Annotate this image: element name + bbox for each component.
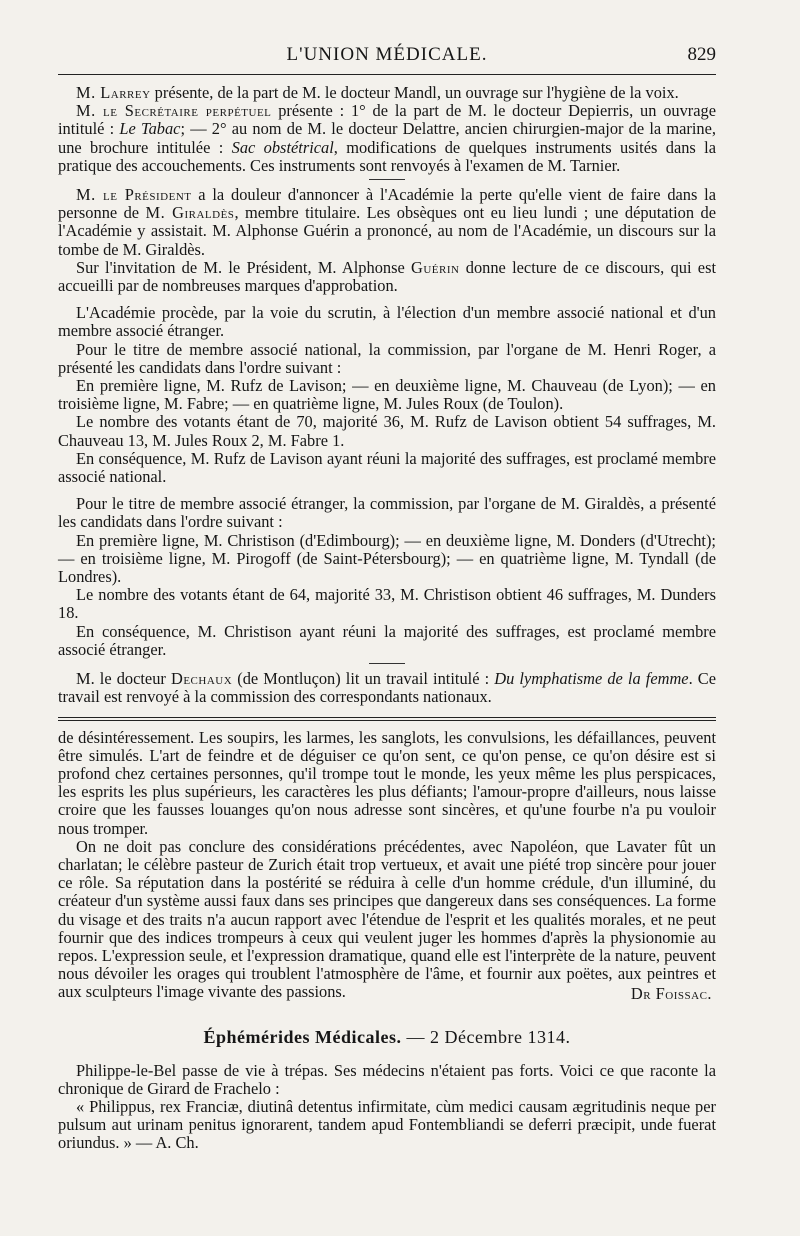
ephemerides-heading <box>58 1027 716 1048</box>
ephemerides-paragraph-1: Philippe-le-Bel passe de vie à trépas. Ses médecins n'étaient pas forts. Voici ce que raconte la chronique de Girard de Frachelo : <box>58 1060 716 1098</box>
ephemerides-quote: « Philippus, rex Franciæ, diutinâ detentus infirmitate, cùm medici causam ægritudinis neque per pulsum aut urinam penitus ignorarent, tandem apud Fontembliandi se deferri præcipit, unde fuerat oriundus. » — A. Ch. <box>58 1096 716 1153</box>
president-text-1: a la douleur d'annoncer à l'Académie la perte qu'elle vient de faire dans la personne de <box>58 185 716 223</box>
national-candidates: Pour le titre de membre associé national, la commission, par l'organe de M. Henri Roger, a présenté les candidats dans l'ordre suivant : <box>58 339 716 377</box>
guerin-text-1: Sur l'invitation de M. le Président, M. Alphonse <box>76 257 412 277</box>
ephemerides-date: — 2 Décembre 1314. <box>401 1026 571 1047</box>
page-number: 829 <box>687 44 716 65</box>
dechaux-text-1: M. le docteur <box>76 669 171 689</box>
page-header <box>58 0 716 66</box>
etranger-candidates: Pour le titre de membre associé étranger, la commission, par l'organe de M. Giraldès, a présenté les candidats dans l'ordre suivant : <box>58 494 716 532</box>
secretaire-name: M. le Secrétaire perpétuel <box>76 101 272 121</box>
election-intro: L'Académie procède, par la voie du scrutin, à l'élection d'un membre associé national et d'un membre associé étranger. <box>58 303 716 341</box>
larrey-paragraph <box>58 84 716 102</box>
secretaire-text-2: ; — 2° au nom de M. le docteur Delattre, ancien chirurgien-major de la marine, une brochure intitulée : <box>58 119 716 157</box>
feuilleton-paragraph-2: On ne doit pas conclure des considérations précédentes, avec Napoléon, que Lavater fût un charlatan; le célèbre pasteur de Zurich était trop vertueux, et avait une piété trop sincère pour jouer ce rôle. Sa réputation dans la postérité se réduira à celle d'un homme crédule, d'un illuminé, du créateur d'un système aussi faux dans ses principes que dangereux dans ses conséquences. La forme du visage et des traits n'a aucun rapport avec l'étendue de l'esprit et les qualités morales, et ne peut fournir que des indices trompeurs à ceux qui veulent juger les hommes d'après la physionomie au repos. L'expression seule, et l'expression dramatique, quand elle est l'interprète de la nature, peuvent nous dévoiler les orages qui troublent l'atmosphère de l'âme, et fournir aux poëtes, aux peintres et aux sculpteurs l'image vivante des passions. <box>58 836 716 1002</box>
dechaux-paragraph <box>58 670 716 706</box>
etranger-result: En conséquence, M. Christison ayant réuni la majorité des suffrages, est proclamé membre associé étranger. <box>58 621 716 659</box>
dechaux-name: Dechaux <box>170 669 233 689</box>
running-title: L'UNION MÉDICALE. <box>286 44 488 65</box>
signature-text: Dr Foissac. <box>630 983 712 1003</box>
president-name: M. le Président <box>76 185 192 205</box>
national-ranking: En première ligne, M. Rufz de Lavison; — en deuxième ligne, M. Chauveau (de Lyon); — en troisième ligne, M. Fabre; — en quatrième ligne, M. Jules Roux (de Toulon). <box>58 376 716 414</box>
president-paragraph <box>58 186 716 259</box>
secretaire-paragraph <box>58 102 716 175</box>
national-result: En conséquence, M. Rufz de Lavison ayant réuni la majorité des suffrages, est proclamé membre associé national. <box>58 448 716 487</box>
etranger-ranking: En première ligne, M. Christison (d'Edimbourg); — en deuxième ligne, M. Donders (d'Utrecht); — en troisième ligne, M. Pirogoff (de Saint-Pétersbourg); — en quatrième ligne, M. Tyndall (de Londres). <box>58 530 716 587</box>
larrey-name: M. Larrey <box>76 83 151 102</box>
feuilleton-paragraph-1: de désintéressement. Les soupirs, les larmes, les sanglots, les convulsions, les défaillances, peuvent être simulés. L'art de feindre et de déguiser ce qu'on sent, ce qu'on pense, ce qu'on désire est si profond chez certaines personnes, qu'il trompe tout le monde, les yeux même les plus perspicaces, les esprits les plus supérieurs, les caractères les plus défiants; l'amour-propre d'ailleurs, nous laisse croire que les fausses louanges qu'on nous adresse sont sincères, et qu'une fourbe n'a pu vouloir nous tromper. <box>58 727 716 838</box>
guerin-paragraph <box>58 259 716 295</box>
dechaux-text-3: . Ce travail est renvoyé à la commission des correspondants nationaux. <box>58 669 716 707</box>
feuilleton-section <box>58 729 716 1003</box>
academy-proceedings <box>58 66 716 707</box>
section-double-rule <box>58 717 716 721</box>
etranger-votes: Le nombre des votants étant de 64, majorité 33, M. Christison obtient 46 suffrages, M. Dunders 18. <box>58 585 716 623</box>
dechaux-text-2: (de Montluçon) lit un travail intitulé : <box>232 669 495 689</box>
dechaux-title: Du lymphatisme de la femme <box>494 669 689 689</box>
header-rule <box>58 74 716 75</box>
section-divider <box>369 179 405 180</box>
secretaire-sac: Sac obstétrical <box>231 137 334 157</box>
guerin-name: Guérin <box>411 257 460 277</box>
ephemerides-section <box>58 1062 716 1153</box>
national-votes: Le nombre des votants étant de 70, majorité 36, M. Rufz de Lavison obtient 54 suffrages, M. Chauveau 13, M. Jules Roux 2, M. Fabre 1. <box>58 412 716 450</box>
president-giraldes: M. Giraldès <box>145 203 235 223</box>
guerin-text-2: donne lecture de ce discours, qui est accueilli par de nombreuses marques d'approbation. <box>58 257 717 296</box>
ephemerides-title: Éphémérides Médicales. <box>203 1026 402 1047</box>
secretaire-text-3: , modifications de quelques instruments usités dans la pratique des accouchements. Ces instruments sont renvoyés à l'examen de M. Tarnier. <box>58 137 716 175</box>
secretaire-tabac: Le Tabac <box>119 119 181 139</box>
secretaire-text-1: présente : 1° de la part de M. le docteur Depierris, un ouvrage intitulé : <box>58 101 716 139</box>
larrey-text: présente, de la part de M. le docteur Mandl, un ouvrage sur l'hygiène de la voix. <box>150 83 679 102</box>
section-divider <box>369 663 405 664</box>
president-text-2: , membre titulaire. Les obsèques ont eu lieu lundi ; une députation de l'Académie y assistait. M. Alphonse Guérin a prononcé, au nom de l'Académie, un discours sur la tombe de M. Giraldès. <box>58 203 716 259</box>
